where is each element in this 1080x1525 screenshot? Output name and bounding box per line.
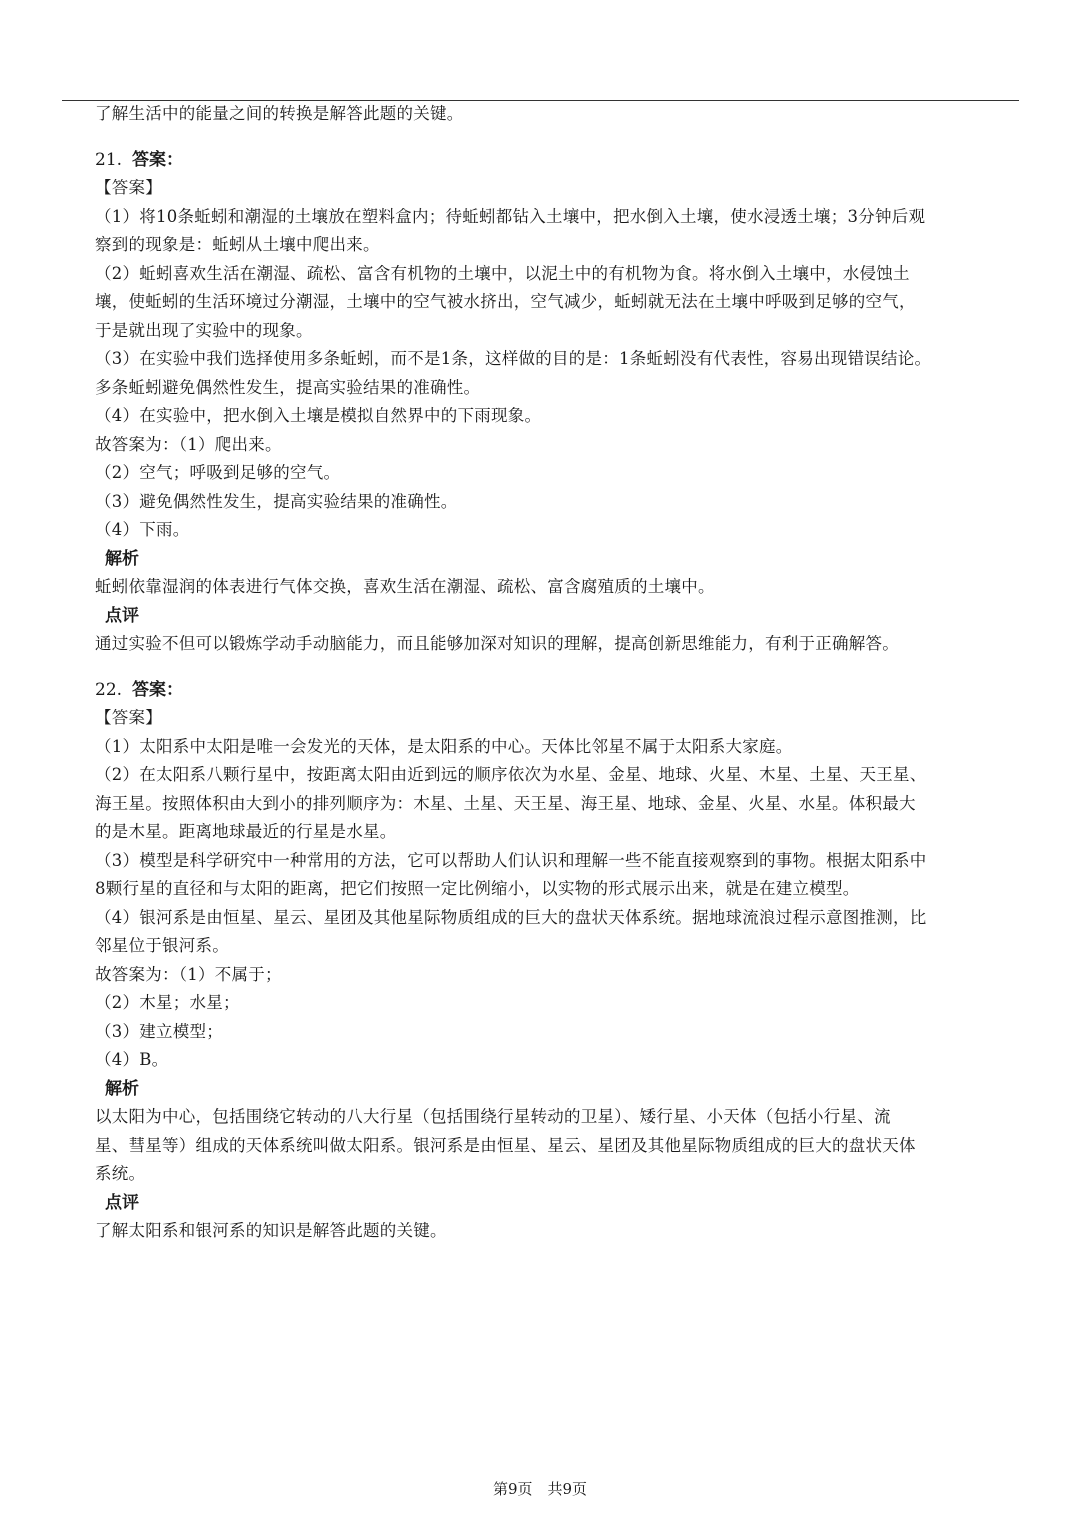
answer-line: 邻星位于银河系。 [95, 936, 229, 955]
answer-line: 察到的现象是：蚯蚓从土壤中爬出来。 [95, 235, 380, 254]
question-title: 答案： [132, 149, 184, 170]
answer-line: 故答案为：（1）爬出来。 [95, 434, 282, 454]
comment-line: 了解太阳系和银河系的知识是解答此题的关键。 [95, 1221, 447, 1240]
analysis-line: 蚯蚓依靠湿润的体表进行气体交换，喜欢生活在潮湿、疏松、富含腐殖质的土壤中。 [95, 577, 715, 596]
comment-heading: 点评 [105, 605, 139, 626]
question-22-header [95, 676, 1045, 705]
answer-line: （1）太阳系中太阳是唯一会发光的天体，是太阳系的中心。天体比邻星不属于太阳系大家庭。 [95, 736, 793, 756]
intro-line: 了解生活中的能量之间的转换是解答此题的关键。 [95, 104, 464, 123]
answer-line: （4）下雨。 [95, 520, 190, 539]
answer-line: （1）将10条蚯蚓和潮湿的土壤放在塑料盒内；待蚯蚓都钻入土壤中，把水倒入土壤，使水浸透土壤；3分钟后观 [95, 206, 926, 226]
answer-line: （3）避免偶然性发生，提高实验结果的准确性。 [95, 491, 458, 511]
answer-line: （3）在实验中我们选择使用多条蚯蚓，而不是1条，这样做的目的是：1条蚯蚓没有代表性，容易出现错误结论。 [95, 349, 932, 368]
analysis-line: 星、彗星等）组成的天体系统叫做太阳系。银河系是由恒星、星云、星团及其他星际物质组成的巨大的盘状天体 [95, 1135, 916, 1155]
question-number: 22. [95, 679, 123, 700]
answer-line: （2）木星；水星； [95, 993, 240, 1012]
comment-line: 通过实验不但可以锻炼学动手动脑能力，而且能够加深对知识的理解，提高创新思维能力，有利于正确解答。 [95, 634, 899, 653]
answer-line: 海王星。按照体积由大到小的排列顺序为：木星、土星、天王星、海王星、地球、金星、火星、水星。体积最大 [95, 793, 916, 813]
analysis-heading: 解析 [105, 1078, 139, 1099]
answer-line: 故答案为：（1）不属于； [95, 964, 282, 984]
analysis-line: 以太阳为中心，包括围绕它转动的八大行星（包括围绕行星转动的卫星）、矮行星、小天体（包括小行星、流 [95, 1107, 891, 1126]
analysis-heading: 解析 [105, 548, 139, 569]
answer-tag: 【答案】 [95, 708, 162, 727]
answer-line: 壤，使蚯蚓的生活环境过分潮湿，土壤中的空气被水挤出，空气减少，蚯蚓就无法在土壤中呼吸到足够的空气， [95, 292, 916, 311]
answer-line: 的是木星。距离地球最近的行星是水星。 [95, 822, 397, 841]
answer-line: （4）在实验中，把水倒入土壤是模拟自然界中的下雨现象。 [95, 406, 542, 425]
page-content [95, 100, 1045, 1246]
page-footer: 第9页 共9页 [492, 1480, 588, 1498]
answer-tag: 【答案】 [95, 178, 162, 197]
answer-line: （2）空气；呼吸到足够的空气。 [95, 463, 341, 482]
answer-line: 多条蚯蚓避免偶然性发生，提高实验结果的准确性。 [95, 377, 481, 397]
comment-heading: 点评 [105, 1192, 139, 1213]
answer-line: （4）银河系是由恒星、星云、星团及其他星际物质组成的巨大的盘状天体系统。据地球流浪过程示意图推测，比 [95, 907, 927, 927]
answer-line: 8颗行星的直径和与太阳的距离，把它们按照一定比例缩小，以实物的形式展示出来，就是在建立模型。 [95, 879, 860, 898]
answer-line: （3）建立模型； [95, 1021, 223, 1041]
question-21-header [95, 146, 1045, 175]
answer-line: （2）蚯蚓喜欢生活在潮湿、疏松、富含有机物的土壤中，以泥土中的有机物为食。将水倒入土壤中，水侵蚀土 [95, 263, 910, 283]
answer-line: （4）B。 [95, 1050, 169, 1069]
analysis-line: 系统。 [95, 1164, 146, 1183]
question-title: 答案： [132, 679, 184, 700]
question-number: 21. [95, 149, 123, 170]
answer-line: 于是就出现了实验中的现象。 [95, 320, 313, 340]
answer-line: （3）模型是科学研究中一种常用的方法，它可以帮助人们认识和理解一些不能直接观察到的事物。根据太阳系中 [95, 850, 927, 870]
answer-line: （2）在太阳系八颗行星中，按距离太阳由近到远的顺序依次为水星、金星、地球、火星、木星、土星、天王星、 [95, 765, 927, 784]
